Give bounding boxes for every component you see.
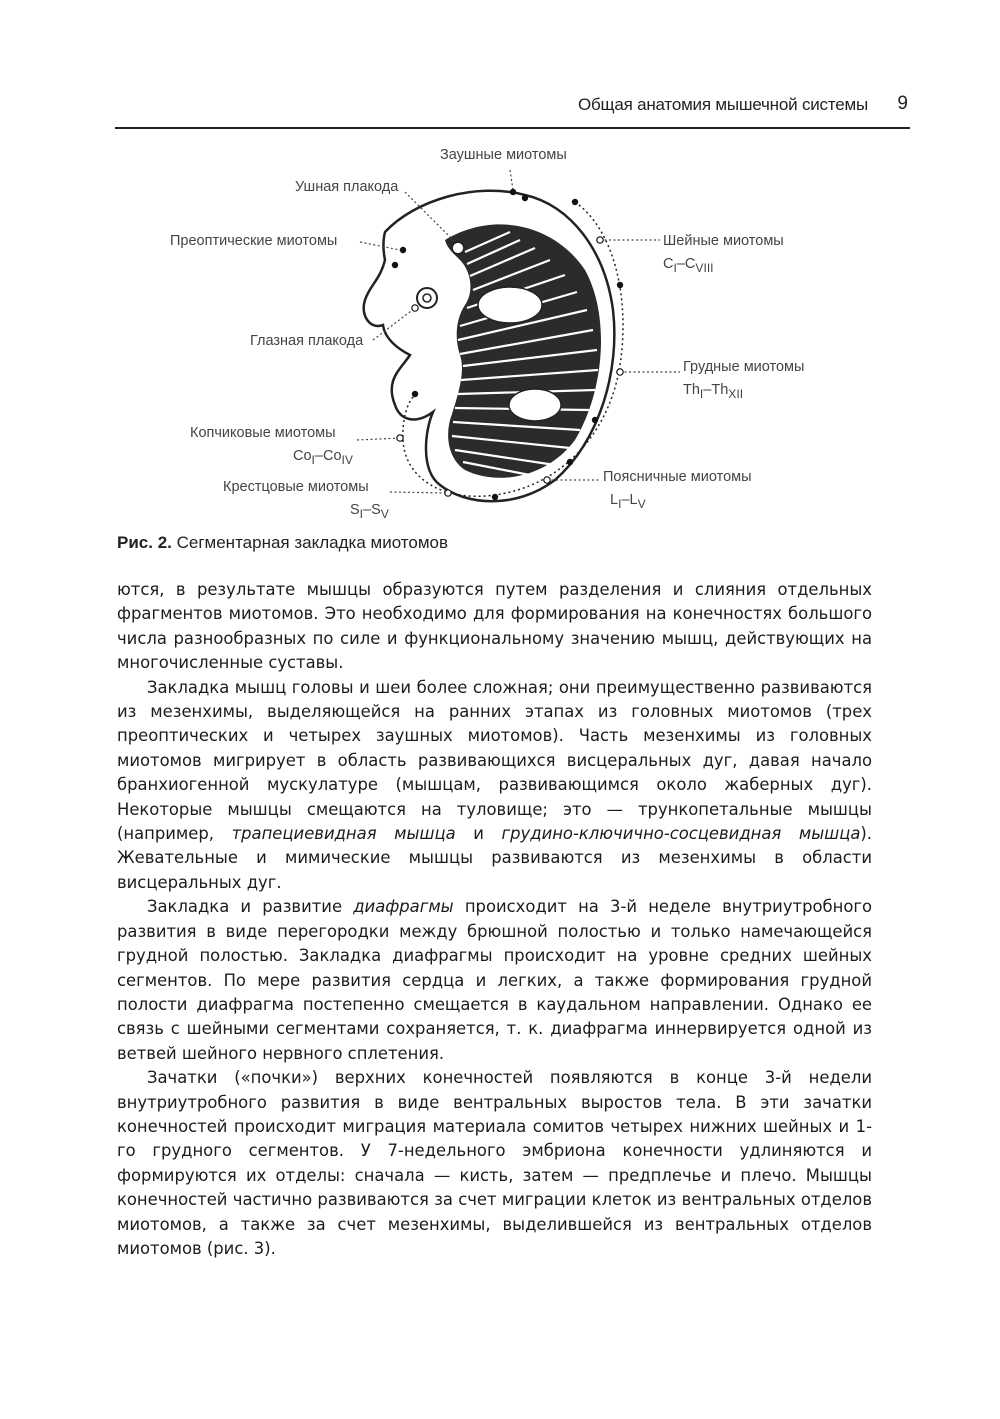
upper-limb-bud: [478, 287, 542, 323]
label-coccygeal-myotomes: Копчиковые миотомы: [190, 425, 336, 441]
label-otic-placode: Ушная плакода: [295, 179, 399, 195]
label-lumbar-myotomes: Поясничные миотомы: [603, 469, 752, 485]
paragraph-4: Зачатки («почки») верхних конечностей появляются в конце 3-й недели внутриутробного развития в виде вентральных выростов тела. В эти зачатки конечностей происходит миграция материала сомитов четырех нижних шейных и 1-го грудного сегментов. У 7-недельного эмбриона конечности удлиняются и формируются их отделы: сначала — кисть, затем — предплечье и плечо. Мышцы конечностей частично развиваются за счет миграции клеток из вентральных отделов миотомов, а также за счет мезенхимы, выделившейся из вентральных отделов миотомов (рис. 3).: [117, 1068, 872, 1258]
label-ear-myotomes: Заушные миотомы: [440, 147, 567, 163]
figure-myotomes: [115, 140, 910, 535]
label-sacral-range: $S_I-S_V$: [350, 502, 389, 521]
paragraph-1: ются, в результате мышцы образуются путем разделения и слияния отдельных фрагментов миотомов. Это необходимо для формирования на конечностях большого числа разнообразных по силе и функциональному значению мышц, действующих на многочисленные суставы.: [117, 580, 872, 673]
running-title: Общая анатомия мышечной системы: [577, 95, 868, 114]
page-number: 9: [897, 93, 908, 114]
label-cervical-range: $C_I-C_{VIII}$: [663, 256, 714, 275]
body-text: [117, 578, 872, 1261]
label-cervical-myotomes: Шейные миотомы: [663, 233, 784, 249]
embryo-illustration: [115, 140, 910, 535]
figure-caption: [117, 533, 448, 553]
label-thoracic-myotomes: Грудные миотомы: [683, 359, 805, 375]
otic-placode-circle: [452, 242, 464, 254]
label-thoracic-range: $Th_I-Th_{XII}$: [683, 382, 744, 401]
page-header: [115, 93, 910, 129]
label-sacral-myotomes: Крестцовые миотомы: [223, 479, 369, 495]
label-preoptic-myotomes: Преоптические миотомы: [170, 233, 338, 249]
paragraph-2: Закладка мышц головы и шеи более сложная; они преимущественно развиваются из мезенхимы, выделяющейся на ранних этапах из головных миотомов (трех преоптических и четырех заушных миотомов). Часть мезенхимы из головных миотомов мигрирует в область развивающихся висцеральных дуг, давая начало бранхиогенной мускулатуре (мышцам, развивающимся около жаберных дуг). Некоторые мышцы смещаются на туловище; это — трункопетальные мышцы (например, трапециевидная мышца и грудино-ключично-сосцевидная мышца). Жевательные и мимические мышцы развиваются из мезенхимы в области висцеральных дуг.: [117, 677, 872, 892]
figure-number: Рис. 2.: [117, 533, 172, 552]
eye-placode-circle: [417, 288, 437, 308]
paragraph-3: Закладка и развитие диафрагмы происходит на 3-й неделе внутриутробного развития в виде перегородки между брюшной полостью и только намечающейся грудной полостью. Закладка диафрагмы происходит на уровне средних шейных сегментов. По мере развития сердца и легких, а также формирования грудной полости диафрагма постепенно смещается в каудальном направлении. Однако ее связь с шейными сегментами сохраняется, т. к. диафрагма иннервируется одной из ветвей шейного нервного сплетения.: [117, 897, 873, 1063]
figure-caption-text: Сегментарная закладка миотомов: [176, 533, 448, 552]
label-eye-placode: Глазная плакода: [250, 333, 364, 349]
label-lumbar-range: $L_I-L_V$: [610, 492, 646, 511]
label-coccygeal-range: $Co_I-Co_{IV}$: [293, 448, 353, 467]
lower-limb-bud: [509, 389, 561, 421]
